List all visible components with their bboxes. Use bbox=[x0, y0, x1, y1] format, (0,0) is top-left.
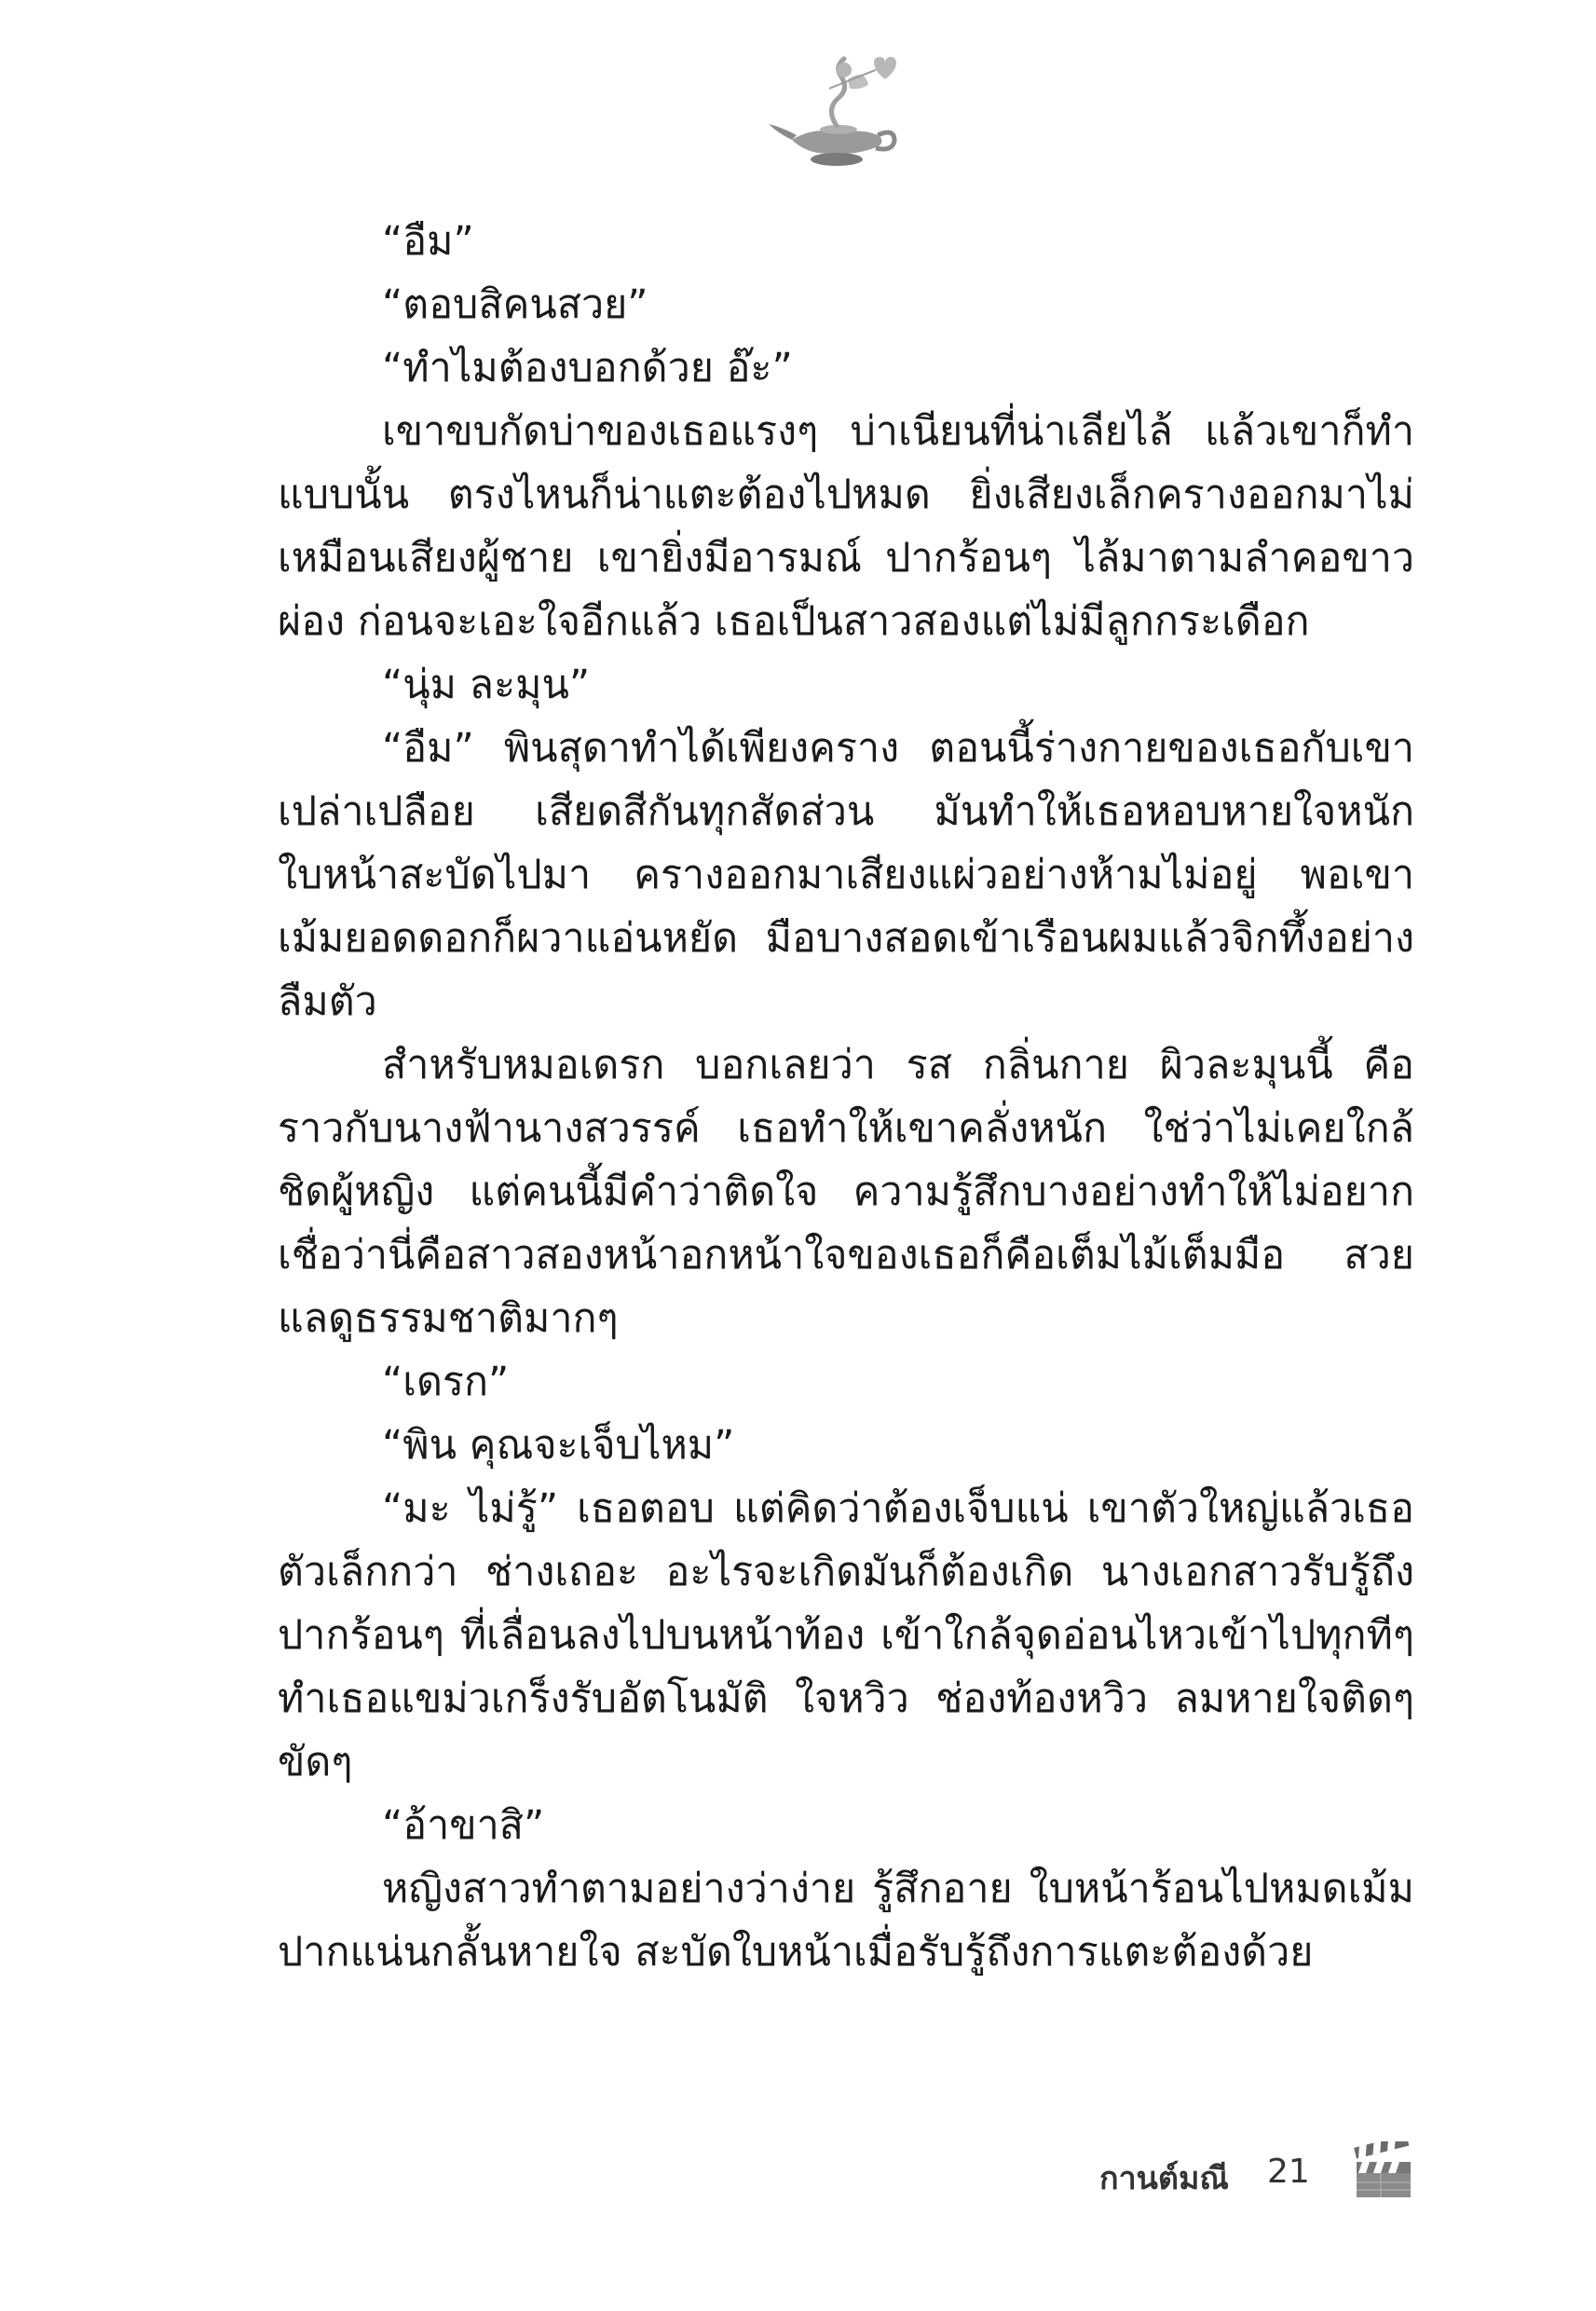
body-text bbox=[278, 210, 1414, 1984]
paragraph: “อืม” bbox=[382, 218, 474, 265]
paragraph: “พิน คุณจะเจ็บไหม” bbox=[382, 1422, 735, 1469]
paragraph: “มะ ไม่รู้” เธอตอบ แต่คิดว่าต้องเจ็บแน่ เขาตัวใหญ่แล้วเธอตัวเล็กกว่า ช่างเถอะ อะไรจะเกิดมันก็ต้องเกิด นางเอกสาวรับรู้ถึงปากร้อนๆ ที่เลื่อนลงไปบนหน้าท้อง เข้าใกล้จุดอ่อนไหวเข้าไปทุกทีๆ ทำเธอแขม่วเกร็งรับอัตโนมัติ ใจหวิว ช่องท้องหวิว ลมหายใจติดๆ ขัดๆ bbox=[278, 1485, 1414, 1785]
paragraph: สำหรับหมอเดรก บอกเลยว่า รส กลิ่นกาย ผิวละมุนนี้ คือราวกับนางฟ้านางสวรรค์ เธอทำให้เขาคลั่งหนัก ใช่ว่าไม่เคยใกล้ชิดผู้หญิง แต่คนนี้มีคำว่าติดใจ ความรู้สึกบางอย่างทำให้ไม่อยากเชื่อว่านี่คือสาวสองหน้าอกหน้าใจของเธอก็คือเต็มไม้เต็มมือ สวยแลดูธรรมชาติมากๆ bbox=[278, 1042, 1414, 1342]
paragraph: “อืม” พินสุดาทำได้เพียงคราง ตอนนี้ร่างกายของเธอกับเขาเปล่าเปลือย เสียดสีกันทุกสัดส่วน มันทำให้เธอหอบหายใจหนัก ใบหน้าสะบัดไปมา ครางออกมาเสียงแผ่วอย่างห้ามไม่อยู่ พอเขาเม้มยอดดอกก็ผวาแอ่นหยัด มือบางสอดเข้าเรือนผมแล้วจิกทึ้งอย่างลืมตัว bbox=[278, 725, 1414, 1025]
paragraph: “นุ่ม ละมุน” bbox=[382, 662, 591, 708]
page-number: 21 bbox=[1267, 2153, 1310, 2191]
book-title: กานต์มณี bbox=[1099, 2160, 1229, 2197]
film-clapperboard-icon bbox=[1353, 2141, 1414, 2199]
page-footer bbox=[1071, 2141, 1444, 2216]
paragraph: หญิงสาวทำตามอย่างว่าง่าย รู้สึกอาย ใบหน้าร้อนไปหมดเม้มปากแน่นกลั้นหายใจ สะบัดใบหน้าเมื่อรับรู้ถึงการแตะต้องด้วย bbox=[278, 1866, 1414, 1976]
paragraph: “อ้าขาสิ” bbox=[382, 1802, 545, 1849]
paragraph: “ตอบสิคนสวย” bbox=[382, 281, 648, 328]
paragraph: “ทำไมต้องบอกด้วย อ๊ะ” bbox=[382, 345, 793, 391]
paragraph: เขาขบกัดบ่าของเธอแรงๆ บ่าเนียนที่น่าเลียไล้ แล้วเขาก็ทำแบบนั้น ตรงไหนก็น่าแตะต้องไปหมด ยิ่งเสียงเล็กครางออกมาไม่เหมือนเสียงผู้ชาย เขายิ่งมีอารมณ์ ปากร้อนๆ ไล้มาตามลำคอขาวผ่อง ก่อนจะเอะใจอีกแล้ว เธอเป็นสาวสองแต่ไม่มีลูกกระเดือก bbox=[278, 408, 1414, 645]
paragraph: “เดรก” bbox=[382, 1359, 510, 1405]
magic-lamp-cupid-icon bbox=[764, 51, 904, 172]
